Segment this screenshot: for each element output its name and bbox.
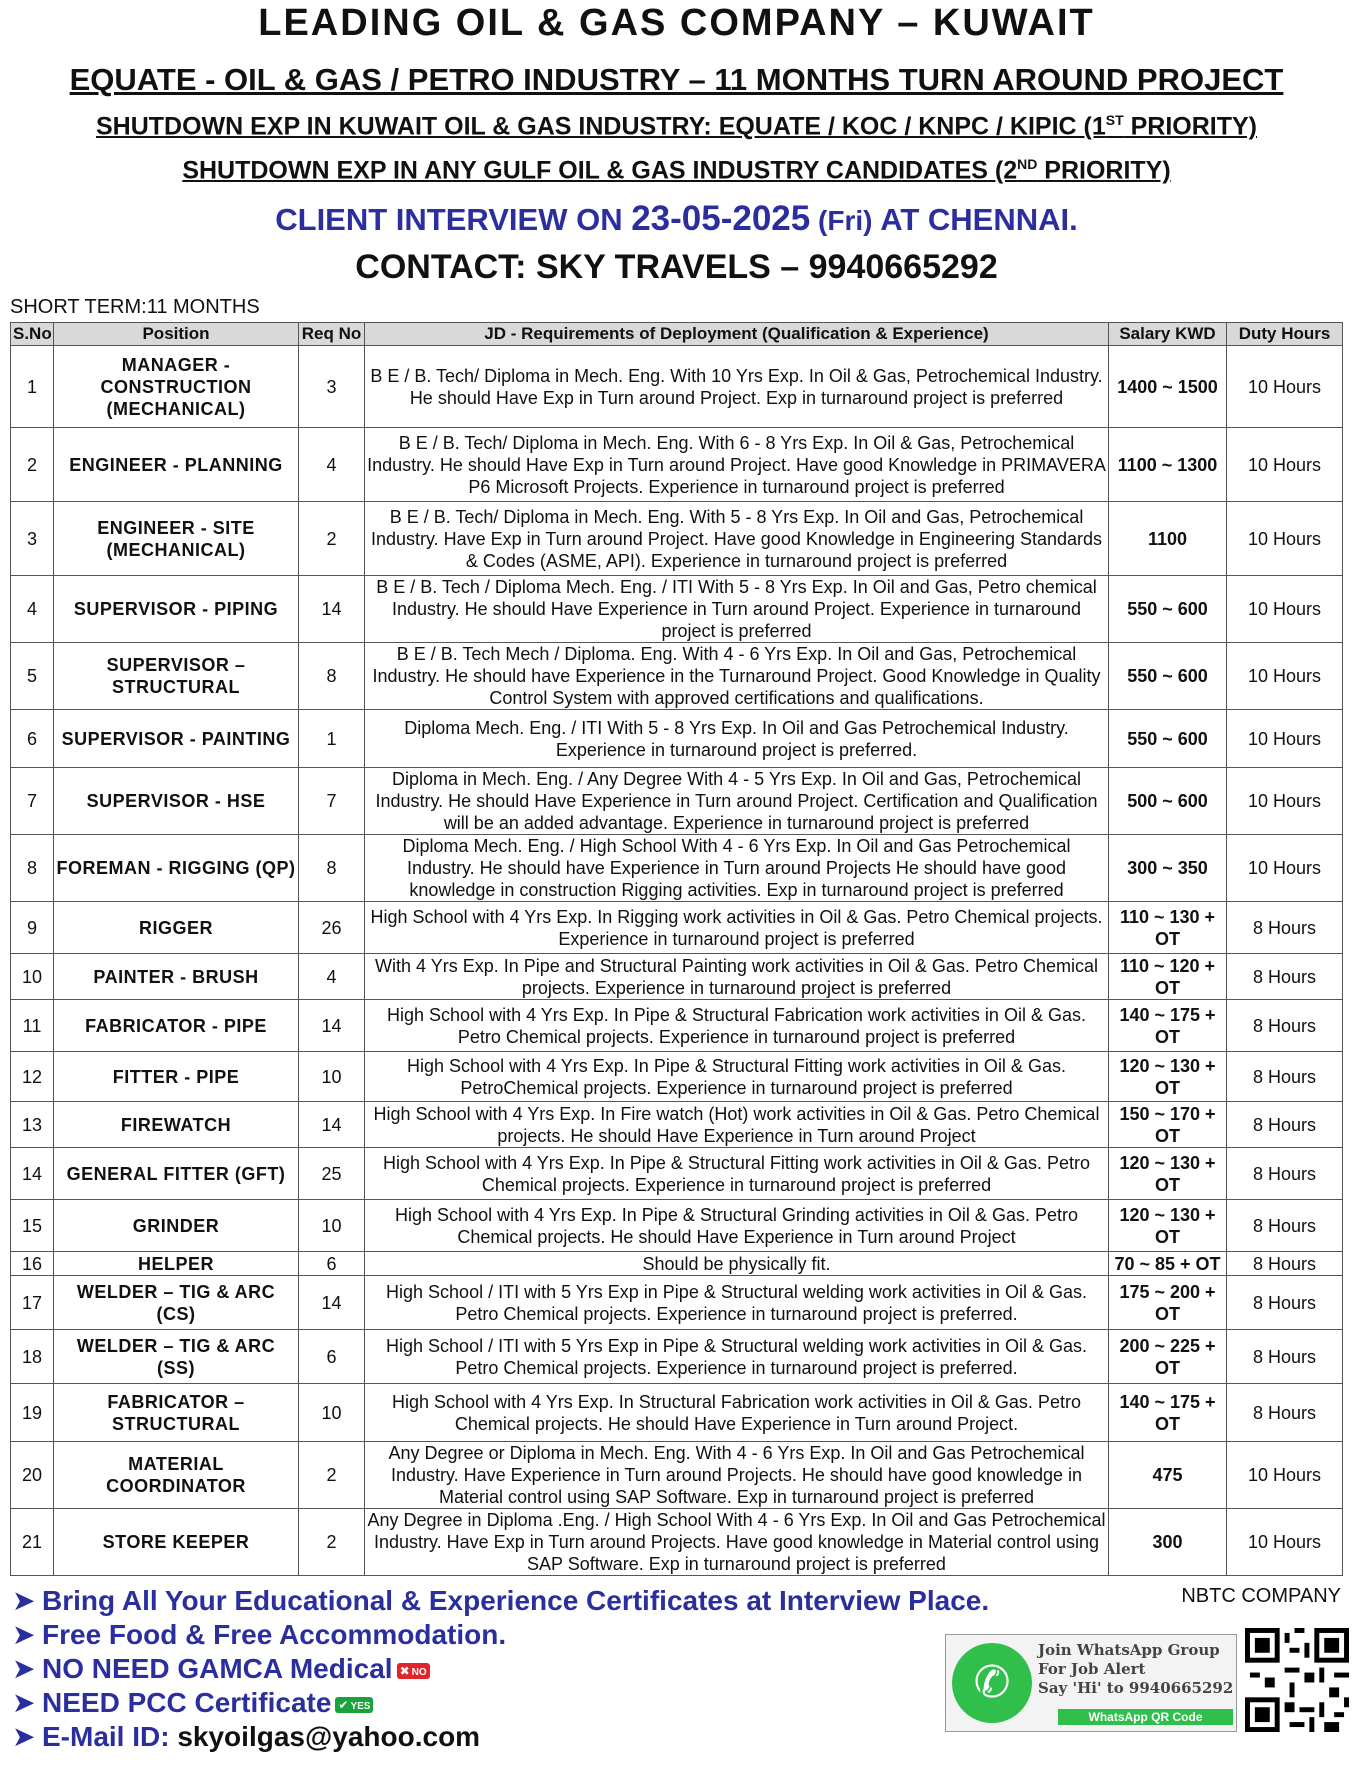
bullet-gamca: ➤ NO NEED GAMCA Medical ✖ NO: [12, 1652, 989, 1686]
cell-req-no: 14: [299, 1276, 365, 1330]
bullet-pcc: ➤ NEED PCC Certificate ✔ YES: [12, 1686, 989, 1720]
term-label: SHORT TERM:11 MONTHS: [10, 296, 260, 318]
cell-position: FIREWATCH: [54, 1102, 299, 1148]
header-req-no: Req No: [299, 323, 365, 346]
table-row: [11, 502, 1343, 576]
cell-position: GENERAL FITTER (GFT): [54, 1148, 299, 1200]
cell-req-no: 10: [299, 1384, 365, 1442]
cell-sno: 17: [11, 1276, 54, 1330]
cell-position: MANAGER - CONSTRUCTION (MECHANICAL): [54, 346, 299, 428]
cell-jd: High School with 4 Yrs Exp. In Structural Fabrication work activities in Oil & Gas. Petro Chemical projects. He should Have Experience in Turn around Project.: [365, 1384, 1109, 1442]
cell-duty-hours: 8 Hours: [1227, 1052, 1343, 1102]
table-row: [11, 1102, 1343, 1148]
cell-duty-hours: 8 Hours: [1227, 954, 1343, 1000]
cell-salary: 500 ~ 600: [1109, 768, 1227, 835]
table-row: [11, 902, 1343, 954]
cell-jd: With 4 Yrs Exp. In Pipe and Structural Painting work activities in Oil & Gas. Petro Chemical projects. Experience in turnaround project is preferred: [365, 954, 1109, 1000]
cell-position: FABRICATOR - PIPE: [54, 1000, 299, 1052]
table-row: [11, 1384, 1343, 1442]
header-duty-hours: Duty Hours: [1227, 323, 1343, 346]
table-row: [11, 1052, 1343, 1102]
jobs-table: [10, 322, 1343, 1576]
cell-jd: B E / B. Tech / Diploma Mech. Eng. / ITI With 5 - 8 Yrs Exp. In Oil and Gas, Petro chemical Industry. He should Have Experience in Turn around Project. Experience in turnaround project is preferred: [365, 576, 1109, 643]
cell-sno: 2: [11, 428, 54, 502]
project-subtitle: EQUATE - OIL & GAS / PETRO INDUSTRY – 11 MONTHS TURN AROUND PROJECT: [69, 62, 1284, 97]
cell-req-no: 10: [299, 1052, 365, 1102]
arrow-icon: ➤: [12, 1721, 36, 1752]
arrow-icon: ➤: [12, 1687, 36, 1718]
cell-jd: High School with 4 Yrs Exp. In Fire watch (Hot) work activities in Oil & Gas. Petro Chemical projects. He should Have Experience in Turn around Project: [365, 1102, 1109, 1148]
cell-duty-hours: 10 Hours: [1227, 1442, 1343, 1509]
table-row: [11, 428, 1343, 502]
qr-code-icon[interactable]: [1245, 1628, 1349, 1732]
cell-req-no: 14: [299, 576, 365, 643]
cell-duty-hours: 8 Hours: [1227, 1252, 1343, 1276]
header-sno: S.No: [11, 323, 54, 346]
cell-position: RIGGER: [54, 902, 299, 954]
cell-req-no: 25: [299, 1148, 365, 1200]
cell-req-no: 2: [299, 1442, 365, 1509]
cell-jd: Any Degree or Diploma in Mech. Eng. With 4 - 6 Yrs Exp. In Oil and Gas Petrochemical Industry. Have Experience in Turn around Projects. He should have good knowledge in Material control using SAP Software. Exp in turnaround project is preferred: [365, 1442, 1109, 1509]
cell-sno: 4: [11, 576, 54, 643]
cell-jd: High School / ITI with 5 Yrs Exp in Pipe & Structural welding work activities in Oil & Gas. Petro Chemical projects. Experience in turnaround project is preferred.: [365, 1276, 1109, 1330]
cell-salary: 300: [1109, 1509, 1227, 1576]
cell-req-no: 2: [299, 502, 365, 576]
cell-salary: 120 ~ 130 + OT: [1109, 1200, 1227, 1252]
cell-jd: Any Degree in Diploma .Eng. / High School With 4 - 6 Yrs Exp. In Oil and Gas Petrochemical Industry. Have Exp in Turn around Projects. Have good knowledge in Material control using SAP Software. Exp in turnaround project is preferred: [365, 1509, 1109, 1576]
cell-sno: 6: [11, 710, 54, 768]
cell-req-no: 4: [299, 428, 365, 502]
cell-salary: 120 ~ 130 + OT: [1109, 1052, 1227, 1102]
priority-2-line: SHUTDOWN EXP IN ANY GULF OIL & GAS INDUSTRY CANDIDATES (2ND PRIORITY): [182, 156, 1171, 185]
cell-req-no: 26: [299, 902, 365, 954]
cell-salary: 1100: [1109, 502, 1227, 576]
cell-duty-hours: 10 Hours: [1227, 576, 1343, 643]
cell-duty-hours: 8 Hours: [1227, 1276, 1343, 1330]
cell-salary: 1100 ~ 1300: [1109, 428, 1227, 502]
cell-duty-hours: 10 Hours: [1227, 1509, 1343, 1576]
header-jd: JD - Requirements of Deployment (Qualification & Experience): [365, 323, 1109, 346]
cell-jd: High School with 4 Yrs Exp. In Pipe & Structural Fabrication work activities in Oil & Gas. Petro Chemical projects. Experience in turnaround project is preferred: [365, 1000, 1109, 1052]
cell-req-no: 3: [299, 346, 365, 428]
cell-position: ENGINEER - SITE (MECHANICAL): [54, 502, 299, 576]
cell-position: FABRICATOR – STRUCTURAL: [54, 1384, 299, 1442]
table-row: [11, 1000, 1343, 1052]
cell-salary: 1400 ~ 1500: [1109, 346, 1227, 428]
table-row: [11, 954, 1343, 1000]
cell-position: GRINDER: [54, 1200, 299, 1252]
cell-duty-hours: 10 Hours: [1227, 502, 1343, 576]
cell-jd: Diploma Mech. Eng. / ITI With 5 - 8 Yrs Exp. In Oil and Gas Petrochemical Industry. Experience in turnaround project is preferred.: [365, 710, 1109, 768]
cell-duty-hours: 8 Hours: [1227, 1200, 1343, 1252]
requirements-list: [12, 1584, 989, 1754]
table-row: [11, 1276, 1343, 1330]
yes-badge-icon: ✔ YES: [335, 1697, 373, 1713]
cell-req-no: 1: [299, 710, 365, 768]
cell-sno: 21: [11, 1509, 54, 1576]
cell-duty-hours: 10 Hours: [1227, 643, 1343, 710]
cell-duty-hours: 8 Hours: [1227, 1384, 1343, 1442]
cell-position: SUPERVISOR - HSE: [54, 768, 299, 835]
cell-jd: High School with 4 Yrs Exp. In Pipe & Structural Grinding activities in Oil & Gas. Petro Chemical projects. He should Have Experience in Turn around Project: [365, 1200, 1109, 1252]
cell-position: PAINTER - BRUSH: [54, 954, 299, 1000]
table-row: [11, 1442, 1343, 1509]
cell-salary: 550 ~ 600: [1109, 576, 1227, 643]
cell-duty-hours: 10 Hours: [1227, 428, 1343, 502]
cell-sno: 9: [11, 902, 54, 954]
cell-req-no: 6: [299, 1330, 365, 1384]
whatsapp-text: Join WhatsApp Group For Job Alert Say 'Hi' to 9940665292: [1038, 1641, 1234, 1697]
cell-sno: 12: [11, 1052, 54, 1102]
cell-sno: 1: [11, 346, 54, 428]
cell-sno: 5: [11, 643, 54, 710]
cell-req-no: 14: [299, 1000, 365, 1052]
table-row: [11, 768, 1343, 835]
table-row: [11, 710, 1343, 768]
cell-duty-hours: 10 Hours: [1227, 768, 1343, 835]
cell-salary: 140 ~ 175 + OT: [1109, 1000, 1227, 1052]
arrow-icon: ➤: [12, 1619, 36, 1650]
cell-sno: 3: [11, 502, 54, 576]
cell-position: SUPERVISOR - PAINTING: [54, 710, 299, 768]
cell-duty-hours: 8 Hours: [1227, 1330, 1343, 1384]
cell-salary: 175 ~ 200 + OT: [1109, 1276, 1227, 1330]
table-row: [11, 1252, 1343, 1276]
cell-duty-hours: 8 Hours: [1227, 902, 1343, 954]
priority-1-line: SHUTDOWN EXP IN KUWAIT OIL & GAS INDUSTRY: EQUATE / KOC / KNPC / KIPIC (1ST PRIORITY): [95, 112, 1257, 141]
cell-req-no: 4: [299, 954, 365, 1000]
cell-salary: 550 ~ 600: [1109, 710, 1227, 768]
contact-line: CONTACT: SKY TRAVELS – 9940665292: [355, 248, 998, 286]
cell-req-no: 7: [299, 768, 365, 835]
cell-sno: 19: [11, 1384, 54, 1442]
cell-duty-hours: 8 Hours: [1227, 1148, 1343, 1200]
arrow-icon: ➤: [12, 1653, 36, 1684]
cell-salary: 300 ~ 350: [1109, 835, 1227, 902]
cell-req-no: 8: [299, 643, 365, 710]
cell-position: SUPERVISOR – STRUCTURAL: [54, 643, 299, 710]
page-title: LEADING OIL & GAS COMPANY – KUWAIT: [258, 2, 1095, 44]
cell-salary: 120 ~ 130 + OT: [1109, 1148, 1227, 1200]
cell-jd: High School with 4 Yrs Exp. In Rigging work activities in Oil & Gas. Petro Chemical projects. Experience in turnaround project is preferred: [365, 902, 1109, 954]
whatsapp-banner: [945, 1634, 1237, 1732]
table-row: [11, 1200, 1343, 1252]
company-name: NBTC COMPANY: [1181, 1585, 1341, 1607]
cell-sno: 20: [11, 1442, 54, 1509]
cell-jd: Diploma in Mech. Eng. / Any Degree With 4 - 5 Yrs Exp. In Oil and Gas, Petrochemical Industry. He should Have Experience in Turn around Project. Certification and Qualification will be an added advantage. Experience in turnaround project is preferred: [365, 768, 1109, 835]
cell-duty-hours: 8 Hours: [1227, 1102, 1343, 1148]
cell-duty-hours: 10 Hours: [1227, 835, 1343, 902]
bullet-certificates: ➤ Bring All Your Educational & Experience Certificates at Interview Place.: [12, 1585, 990, 1616]
cell-duty-hours: 10 Hours: [1227, 346, 1343, 428]
whatsapp-icon: ✆: [952, 1643, 1032, 1723]
table-row: [11, 835, 1343, 902]
table-header-row: [11, 323, 1343, 346]
cell-sno: 15: [11, 1200, 54, 1252]
cell-duty-hours: 8 Hours: [1227, 1000, 1343, 1052]
cell-req-no: 10: [299, 1200, 365, 1252]
cell-sno: 8: [11, 835, 54, 902]
cell-salary: 110 ~ 130 + OT: [1109, 902, 1227, 954]
cell-position: WELDER – TIG & ARC (CS): [54, 1276, 299, 1330]
cell-jd: B E / B. Tech/ Diploma in Mech. Eng. With 5 - 8 Yrs Exp. In Oil and Gas, Petrochemical Industry. Have Exp in Turn around Project. Have good Knowledge in Engineering Standards & Codes (ASME, API). Experience in turnaround project is preferred: [365, 502, 1109, 576]
cell-salary: 475: [1109, 1442, 1227, 1509]
bullet-food: ➤ Free Food & Free Accommodation.: [12, 1619, 507, 1650]
cell-sno: 11: [11, 1000, 54, 1052]
bullet-email: ➤ E-Mail ID: skyoilgas@yahoo.com: [12, 1721, 481, 1752]
cell-position: STORE KEEPER: [54, 1509, 299, 1576]
table-row: [11, 576, 1343, 643]
cell-sno: 10: [11, 954, 54, 1000]
cell-sno: 13: [11, 1102, 54, 1148]
cell-req-no: 6: [299, 1252, 365, 1276]
cell-position: FITTER - PIPE: [54, 1052, 299, 1102]
cell-jd: High School / ITI with 5 Yrs Exp in Pipe & Structural welding work activities in Oil & Gas. Petro Chemical projects. Experience in turnaround project is preferred.: [365, 1330, 1109, 1384]
table-row: [11, 1509, 1343, 1576]
cell-salary: 200 ~ 225 + OT: [1109, 1330, 1227, 1384]
cell-duty-hours: 10 Hours: [1227, 710, 1343, 768]
table-row: [11, 346, 1343, 428]
cell-salary: 140 ~ 175 + OT: [1109, 1384, 1227, 1442]
cell-jd: Should be physically fit.: [365, 1252, 1109, 1276]
cell-sno: 18: [11, 1330, 54, 1384]
cell-position: SUPERVISOR - PIPING: [54, 576, 299, 643]
cell-position: MATERIAL COORDINATOR: [54, 1442, 299, 1509]
cell-position: ENGINEER - PLANNING: [54, 428, 299, 502]
cell-req-no: 14: [299, 1102, 365, 1148]
table-row: [11, 1148, 1343, 1200]
table-row: [11, 643, 1343, 710]
cell-salary: 550 ~ 600: [1109, 643, 1227, 710]
cell-position: HELPER: [54, 1252, 299, 1276]
cell-req-no: 8: [299, 835, 365, 902]
cell-req-no: 2: [299, 1509, 365, 1576]
arrow-icon: ➤: [12, 1585, 36, 1616]
email-link[interactable]: skyoilgas@yahoo.com: [177, 1721, 481, 1752]
cell-position: FOREMAN - RIGGING (QP): [54, 835, 299, 902]
cell-jd: B E / B. Tech/ Diploma in Mech. Eng. With 10 Yrs Exp. In Oil & Gas, Petrochemical Industry. He should Have Exp in Turn around Project. Exp in turnaround project is preferred: [365, 346, 1109, 428]
cell-sno: 7: [11, 768, 54, 835]
interview-line: CLIENT INTERVIEW ON 23-05-2025 (Fri) AT CHENNAI.: [275, 199, 1078, 238]
qr-label: WhatsApp QR Code: [1058, 1709, 1233, 1725]
cell-position: WELDER – TIG & ARC (SS): [54, 1330, 299, 1384]
cell-jd: High School with 4 Yrs Exp. In Pipe & Structural Fitting work activities in Oil & Gas. PetroChemical projects. Experience in turnaround project is preferred: [365, 1052, 1109, 1102]
cell-jd: Diploma Mech. Eng. / High School With 4 - 6 Yrs Exp. In Oil and Gas Petrochemical Industry. He should have Experience in Turn around Projects He should have good knowledge in construction Rigging activities. Exp in turnaround project is preferred: [365, 835, 1109, 902]
table-row: [11, 1330, 1343, 1384]
cell-salary: 110 ~ 120 + OT: [1109, 954, 1227, 1000]
cell-sno: 16: [11, 1252, 54, 1276]
header-position: Position: [54, 323, 299, 346]
cell-jd: B E / B. Tech Mech / Diploma. Eng. With 4 - 6 Yrs Exp. In Oil and Gas, Petrochemical Industry. He should have Experience in the Turnaround Project. Good Knowledge in Quality Control System with approved certifications and qualifications.: [365, 643, 1109, 710]
cell-sno: 14: [11, 1148, 54, 1200]
cell-jd: B E / B. Tech/ Diploma in Mech. Eng. With 6 - 8 Yrs Exp. In Oil & Gas, Petrochemical Industry. He should Have Exp in Turn around Project. Have good Knowledge in PRIMAVERA P6 Microsoft Projects. Experience in turnaround project is preferred: [365, 428, 1109, 502]
cell-salary: 150 ~ 170 + OT: [1109, 1102, 1227, 1148]
cell-jd: High School with 4 Yrs Exp. In Pipe & Structural Fitting work activities in Oil & Gas. Petro Chemical projects. Experience in turnaround project is preferred: [365, 1148, 1109, 1200]
cell-salary: 70 ~ 85 + OT: [1109, 1252, 1227, 1276]
header-salary: Salary KWD: [1109, 323, 1227, 346]
no-badge-icon: ✖ NO: [397, 1663, 430, 1679]
